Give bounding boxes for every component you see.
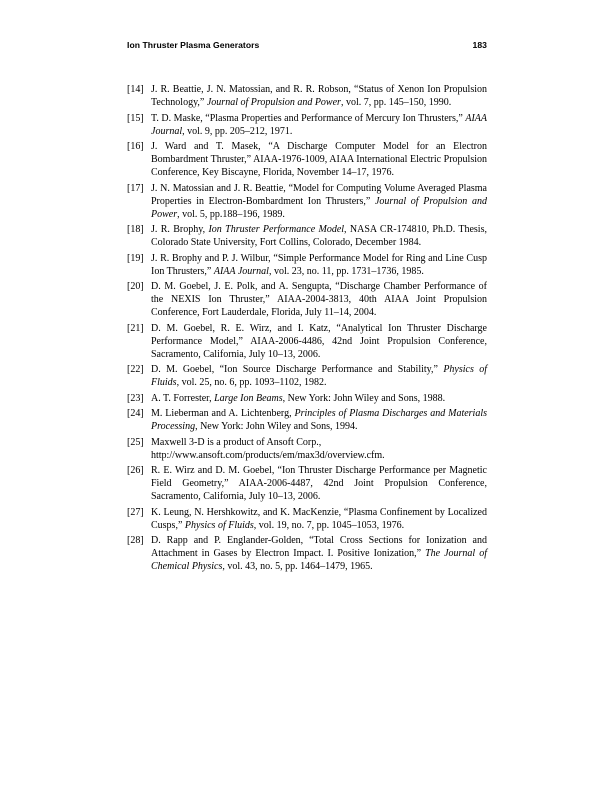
- reference-item: [127, 280, 487, 319]
- reference-text: J. N. Matossian and J. R. Beattie, “Model for Computing Volume Averaged Plasma Properties in Electron-Bombardment Ion Thrusters,” Journal of Propulsion and Power, vol. 5, pp.188–196, 1989.: [151, 182, 487, 220]
- reference-text: D. Rapp and P. Englander-Golden, “Total Cross Sections for Ionization and Attachment in Gases by Electron Impact. I. Positive Ionization,” The Journal of Chemical Physics, vol. 43, no. 5, pp. 1464–1479, 1965.: [151, 535, 488, 572]
- reference-text: J. R. Brophy and P. J. Wilbur, “Simple Performance Model for Ring and Line Cusp Ion Thrusters,” AIAA Journal, vol. 23, no. 11, pp. 1731–1736, 1985.: [151, 252, 487, 277]
- reference-text: K. Leung, N. Hershkowitz, and K. MacKenzie, “Plasma Confinement by Localized Cusps,” Physics of Fluids, vol. 19, no. 7, pp. 1045–1053, 1976.: [151, 506, 487, 531]
- reference-number: [25]: [127, 436, 144, 448]
- page-number: 183: [472, 40, 487, 50]
- reference-number: [28]: [127, 535, 144, 546]
- reference-text: A. T. Forrester, Large Ion Beams, New York: John Wiley and Sons, 1988.: [151, 392, 446, 404]
- reference-item: [127, 363, 487, 389]
- reference-text: J. Ward and T. Masek, “A Discharge Computer Model for an Electron Bombardment Thruster,” AIAA-1976-1009, AIAA International Electric Propulsion Conference, Key Biscayne, Florida, November 14–17, 1976.: [151, 141, 487, 178]
- reference-text: R. E. Wirz and D. M. Goebel, “Ion Thruster Discharge Performance per Magnetic Field Geometry,” AIAA-2006-4487, 42nd Joint Propulsion Conference, Sacramento, California, July 10–13, 2006.: [151, 465, 487, 502]
- reference-number: [26]: [127, 465, 144, 476]
- reference-number: [23]: [127, 392, 144, 404]
- reference-number: [17]: [127, 182, 144, 194]
- reference-item: [127, 112, 487, 138]
- reference-item: [127, 392, 487, 405]
- reference-item: [127, 322, 487, 361]
- reference-number: [16]: [127, 141, 144, 152]
- reference-number: [15]: [127, 112, 144, 124]
- reference-text: J. R. Brophy, Ion Thruster Performance Model, NASA CR-174810, Ph.D. Thesis, Colorado State University, Fort Collins, Colorado, December 1984.: [151, 224, 487, 248]
- reference-number: [19]: [127, 252, 144, 264]
- reference-number: [24]: [127, 408, 144, 419]
- reference-number: [21]: [127, 322, 144, 334]
- reference-item: [127, 506, 487, 532]
- reference-item: [127, 252, 487, 278]
- reference-item: [127, 407, 487, 433]
- reference-text: Maxwell 3-D is a product of Ansoft Corp., http://www.ansoft.com/products/em/max3d/overview.cfm.: [151, 436, 385, 461]
- reference-item: [127, 140, 487, 179]
- reference-item: [127, 464, 487, 503]
- running-header: [127, 40, 487, 50]
- reference-item: [127, 223, 487, 249]
- reference-text: T. D. Maske, “Plasma Properties and Performance of Mercury Ion Thrusters,” AIAA Journal, vol. 9, pp. 205–212, 1971.: [151, 112, 487, 137]
- reference-number: [22]: [127, 364, 144, 375]
- reference-number: [20]: [127, 281, 144, 292]
- reference-item: [127, 534, 487, 573]
- reference-text: D. M. Goebel, R. E. Wirz, and I. Katz, “Analytical Ion Thruster Discharge Performance Model,” AIAA-2006-4486, 42nd Joint Propulsion Conference, Sacramento, California, July 10–13, 2006.: [151, 322, 487, 360]
- reference-number: [18]: [127, 224, 144, 235]
- references-list: [127, 83, 487, 576]
- reference-text: D. M. Goebel, J. E. Polk, and A. Sengupta, “Discharge Chamber Performance of the NEXIS Ion Thruster,” AIAA-2004-3813, 40th AIAA Joint Propulsion Conference, Fort Lauderdale, Florida, July 11–14, 2004.: [151, 281, 487, 318]
- reference-text: J. R. Beattie, J. N. Matossian, and R. R. Robson, “Status of Xenon Ion Propulsion Technology,” Journal of Propulsion and Power, vol. 7, pp. 145–150, 1990.: [151, 84, 487, 108]
- reference-text: D. M. Goebel, “Ion Source Discharge Performance and Stability,” Physics of Fluids, vol. 25, no. 6, pp. 1093–1102, 1982.: [151, 364, 487, 388]
- reference-item: [127, 436, 487, 462]
- reference-number: [27]: [127, 506, 144, 518]
- reference-number: [14]: [127, 84, 144, 95]
- reference-item: [127, 83, 487, 109]
- running-header-title: Ion Thruster Plasma Generators: [127, 40, 260, 50]
- reference-text: M. Lieberman and A. Lichtenberg, Principles of Plasma Discharges and Materials Processing, New York: John Wiley and Sons, 1994.: [151, 408, 487, 432]
- reference-item: [127, 182, 487, 221]
